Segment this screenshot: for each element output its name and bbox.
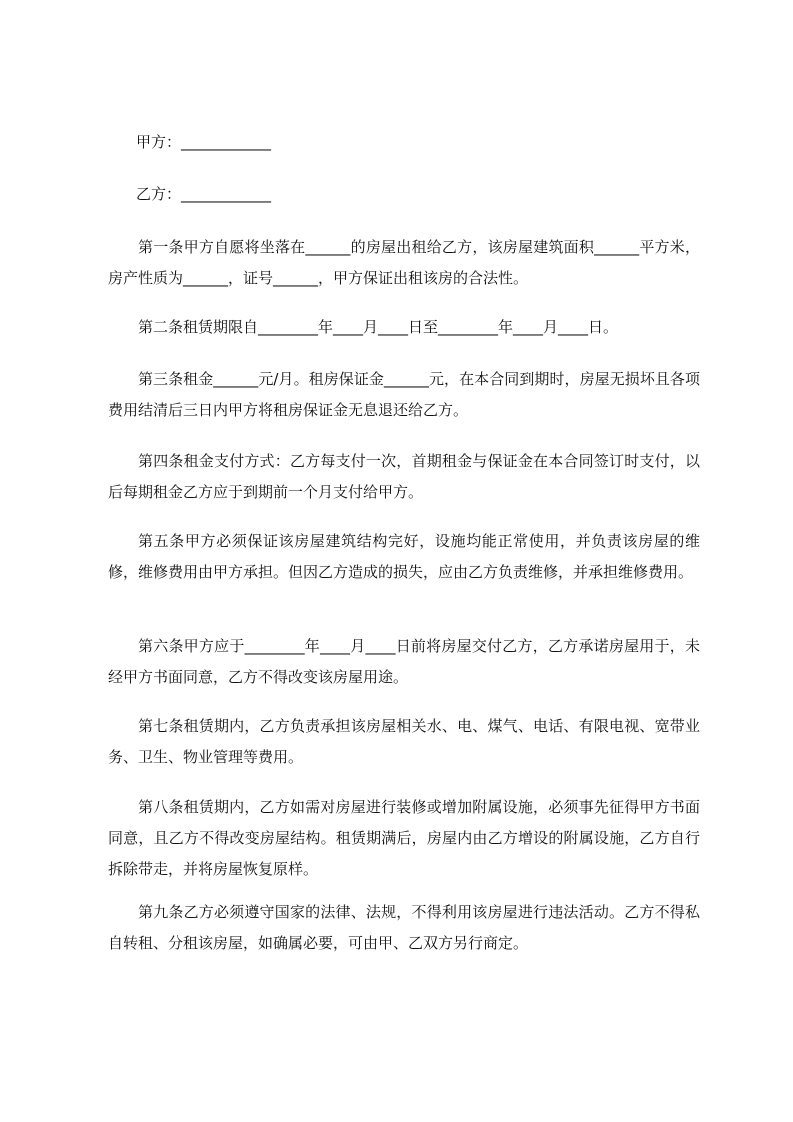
clause-7: 第七条租赁期内，乙方负责承担该房屋相关水、电、煤气、电话、有限电视、宽带业务、卫生、物业管理等费用。 (108, 717, 700, 766)
clause-1: 第一条甲方自愿将坐落在______的房屋出租给乙方，该房屋建筑面积______平方米，房产性质为______，证号______，甲方保证出租该房的合法性。 (108, 238, 700, 287)
clause-2: 第二条租赁期限自________年____月____日至________年____月____日。 (138, 318, 619, 336)
clause-8: 第八条租赁期内，乙方如需对房屋进行装修或增加附属设施，必须事先征得甲方书面同意，且乙方不得改变房屋结构。租赁期满后，房屋内由乙方增设的附属设施，乙方自行拆除带走，并将房屋恢复原样。 (108, 798, 700, 878)
clause-5: 第五条甲方必须保证该房屋建筑结构完好，设施均能正常使用，并负责该房屋的维修，维修费用由甲方承担。但因乙方造成的损失，应由乙方负责维修，并承担维修费用。 (108, 532, 700, 581)
clause-4: 第四条租金支付方式：乙方每支付一次，首期租金与保证金在本合同签订时支付，以后每期租金乙方应于到期前一个月支付给甲方。 (108, 452, 700, 501)
party-a-line: 甲方：____________ (136, 133, 272, 151)
clause-9: 第九条乙方必须遵守国家的法律、法规，不得利用该房屋进行违法活动。乙方不得私自转租、分租该房屋，如确属必要，可由甲、乙双方另行商定。 (108, 903, 700, 952)
clause-3: 第三条租金______元/月。租房保证金______元，在本合同到期时，房屋无损坏且各项费用结清后三日内甲方将租房保证金无息退还给乙方。 (108, 370, 700, 419)
party-b-line: 乙方：____________ (136, 185, 272, 203)
clause-6: 第六条甲方应于________年____月____日前将房屋交付乙方，乙方承诺房屋用于，未经甲方书面同意，乙方不得改变该房屋用途。 (108, 637, 700, 686)
